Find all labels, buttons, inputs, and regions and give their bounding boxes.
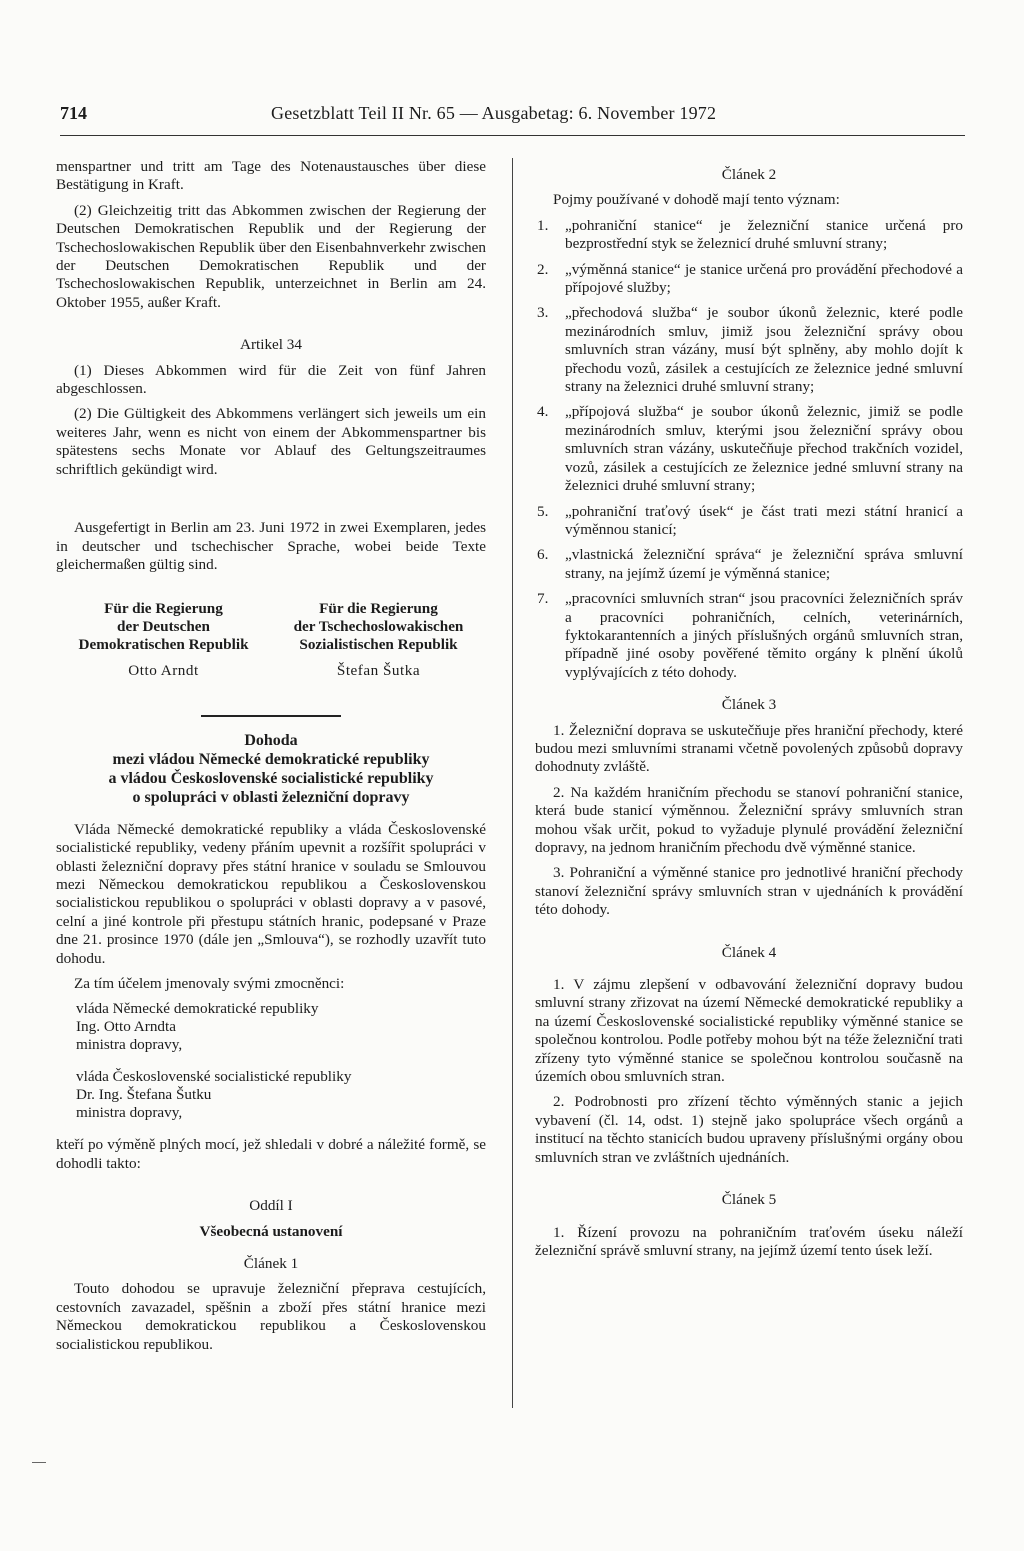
agreement-title-line: Dohoda	[244, 731, 298, 749]
agreement-title	[56, 731, 486, 807]
signature-left-line: Demokratischen Republik	[78, 636, 249, 654]
paragraph-continuation: menspartner und tritt am Tage des Notenaustausches über diese Bestätigung in Kraft.	[56, 158, 486, 194]
definition-item	[535, 590, 963, 682]
definition-item	[535, 304, 963, 396]
signatory-right: Štefan Šutka	[336, 662, 421, 680]
paragraph-article-1: Touto dohodou se upravuje železniční přeprava cestujících, cestovních zavazadel, spěšnin a zboží přes státní hranice mezi Německou demokratickou republikou a Československou socialistickou republikou.	[56, 1280, 486, 1353]
paragraph-art34-1: (1) Dieses Abkommen wird für die Zeit von fünf Jahren abgeschlossen.	[56, 361, 486, 398]
paragraph-art34-2: (2) Die Gültigkeit des Abkommens verlängert sich jeweils um ein weiteres Jahr, wenn es nicht von einem der Abkommenspartner bis spätestens sechs Monate vor Ablauf des Geltungszeitraumes schriftlich gekündigt wird.	[56, 405, 486, 478]
article-4-heading: Článek 4	[721, 943, 777, 961]
agreement-title-line: o spolupráci v oblasti železniční dopravy	[132, 788, 410, 806]
definition-number: 1.	[537, 216, 549, 234]
plenipotentiary-line: Ing. Otto Arndta	[76, 1018, 176, 1036]
article-3-heading: Článek 3	[721, 696, 777, 714]
agreement-title-line: a vládou Československé socialistické republiky	[108, 769, 434, 787]
definition-item	[535, 217, 963, 254]
signature-left-line: der Deutschen	[117, 618, 210, 636]
definition-text: „přechodová služba“ je soubor úkonů železnic, které podle mezinárodních smluv, jimiž jsou železniční správy obou smluvních stran vázány, musí být splněny, aby mohlo dojít k přechodu vozů, zásilek a cestujících ze železnice jedné smluvní strany na železnici druhé smluvní strany;	[565, 304, 963, 396]
left-column	[56, 158, 486, 1354]
plenipotentiary-1	[56, 1000, 486, 1054]
definition-item	[535, 503, 963, 540]
paragraph-zmocnenci: Za tím účelem jmenovaly svými zmocněnci:	[74, 974, 345, 992]
signature-block	[56, 600, 486, 654]
plenipotentiary-line: vláda Německé demokratické republiky	[76, 1000, 319, 1018]
definition-number: 7.	[537, 590, 549, 608]
paragraph-kteri: kteří po výměně plných mocí, jež shledali v dobré a náležité formě, se dohodli takto:	[56, 1136, 486, 1172]
article-2-intro: Pojmy používané v dohodě mají tento význam:	[553, 191, 840, 209]
definition-number: 4.	[537, 403, 549, 421]
scan-mark	[32, 1462, 46, 1463]
paragraph-art33-2: (2) Gleichzeitig tritt das Abkommen zwischen der Regierung der Deutschen Demokratischen Republik und der Regierung der Tschechoslowakischen Republik über den Eisenbahnverkehr zwischen der Deutschen Demokratischen Republik und der Tschechoslowakischen Republik, unterzeichnet in Berlin am 24. Oktober 1955, außer Kraft.	[56, 201, 486, 311]
article-2-heading: Článek 2	[721, 166, 777, 183]
signature-names	[56, 662, 486, 680]
signature-left-line: Für die Regierung	[104, 600, 223, 618]
definition-item	[535, 403, 963, 495]
definition-text: „přípojová služba“ je soubor úkonů železnic, jimiž se podle mezinárodních smluv, kterými jsou železniční správy obou smluvních stran vázány, uskutečňuje přechod trakčních vozidel, vozů, zásilek a cestujících ze železnice jedné smluvní strany na železnici druhé smluvní strany;	[565, 403, 963, 495]
plenipotentiary-line: Dr. Ing. Štefana Šutku	[76, 1086, 212, 1104]
paragraph-preamble: Vláda Německé demokratické republiky a vláda Československé socialistické republiky, vedeny přáním upevnit a rozšířit spolupráci v oblasti železniční dopravy přes státní hranice v souladu se Smlouvou mezi Německou demokratickou republikou a Československou socialistickou republikou o spolupráci v oblasti dopravy a v pasové, celní a jiné kontrole při přestupu státních hranic, podepsané v Praze dne 21. prosince 1970 (dále jen „Smlouva“), se rozhodly uzavřít tuto dohodu.	[56, 820, 486, 967]
signature-right-heading	[271, 600, 486, 654]
signature-right-line: Für die Regierung	[319, 600, 438, 618]
definition-text: „pohraniční stanice“ je železniční stanice určená pro bezprostřední styk se železnicí druhé smluvní strany;	[565, 216, 963, 253]
article-34-heading: Artikel 34	[239, 336, 302, 354]
page-header	[60, 103, 965, 131]
section-subtitle: Všeobecná ustanovení	[199, 1222, 343, 1240]
plenipotentiary-line: vláda Československé socialistické republiky	[76, 1068, 352, 1086]
paragraph-article-3-1: 1. Železniční doprava se uskutečňuje přes hraniční přechody, které budou mezi smluvními stranami včetně povolených způsobů dopravy dohodnuty zvláště.	[535, 721, 963, 776]
signature-right-line: Sozialistischen Republik	[299, 636, 458, 654]
definition-number: 3.	[537, 304, 549, 322]
signature-left-heading	[56, 600, 271, 654]
definition-text: „výměnná stanice“ je stanice určená pro provádění přechodové a přípojové služby;	[565, 260, 963, 297]
signatory-left: Otto Arndt	[128, 662, 199, 680]
definition-list	[535, 217, 963, 682]
definition-text: „vlastnická železniční správa“ je železniční správa smluvní strany, na jejímž území je výměnná stanice;	[565, 546, 963, 582]
definition-number: 5.	[537, 502, 549, 520]
agreement-title-line: mezi vládou Německé demokratické republiky	[112, 750, 430, 768]
paragraph-article-3-3: 3. Pohraniční a výměnné stanice pro jednotlivé hraniční přechody stanoví železniční správy smluvních stran v ujednáních k provádění této dohody.	[535, 864, 963, 919]
header-rule	[60, 135, 965, 136]
section-heading: Oddíl I	[249, 1197, 293, 1215]
separator-rule	[201, 715, 341, 717]
definition-text: „pohraniční traťový úsek“ je část trati mezi státní hranicí a výměnnou stanicí;	[565, 502, 963, 538]
right-column	[535, 158, 963, 1260]
signature-right-line: der Tschechoslowakischen	[293, 618, 464, 636]
paragraph-ausgefertigt: Ausgefertigt in Berlin am 23. Juni 1972 in zwei Exemplaren, jedes in deutscher und tschechischer Sprache, wobei beide Texte gleichermaßen gültig sind.	[56, 519, 486, 573]
plenipotentiary-line: ministra dopravy,	[76, 1104, 183, 1122]
definition-number: 6.	[537, 546, 549, 564]
running-title: Gesetzblatt Teil II Nr. 65 — Ausgabetag: 6. November 1972	[271, 103, 717, 123]
paragraph-article-4-2: 2. Podrobnosti pro zřízení těchto výměnných stanic a jejich vybavení (čl. 14, odst. 1) stejně jako spolupráce všech orgánů a institucí na těchto stanicích budou upraveny příslušnými orgány obou smluvních stran ve zvláštních ujednáních.	[535, 1093, 963, 1166]
paragraph-article-3-2: 2. Na každém hraničním přechodu se stanoví pohraniční stanice, která bude stanicí výměnnou. Železniční správy smluvních stran mohou však určit, pokud to vyžaduje plynulé provádění železniční dopravy, na jednom hraničním přechodu dvě výměnné stanice.	[535, 783, 963, 856]
plenipotentiary-line: ministra dopravy,	[76, 1036, 183, 1054]
column-divider	[512, 158, 513, 1408]
page-number: 714	[60, 103, 87, 123]
paragraph-article-5-1: 1. Řízení provozu na pohraničním traťovém úseku náleží železniční správě smluvní strany, na jejímž území tento úsek leží.	[535, 1223, 963, 1259]
definition-item	[535, 546, 963, 583]
paragraph-article-4-1: 1. V zájmu zlepšení v odbavování železniční dopravy budou smluvní strany zřizovat na území Německé demokratické republiky a na území Československé socialistické republiky výměnné stanice se společnou kontrolou. Podle potřeby mohou být na téže železniční trati zřízeny tyto výměnné stanice se společnou kontrolou současně na územích obou smluvních stran.	[535, 976, 963, 1086]
plenipotentiary-2	[56, 1068, 486, 1122]
article-1-heading: Článek 1	[243, 1255, 299, 1272]
article-5-heading: Článek 5	[721, 1191, 777, 1209]
definition-text: „pracovníci smluvních stran“ jsou pracovníci železničních správ a pracovníci pohraničních, celních, veterinárních, fyktokarantenních a jiných příslušných orgánů smluvních stran, případně jiné osoby pověřené těmito orgány k plnění úkolů vyplývajících z této dohody.	[565, 590, 963, 681]
definition-item	[535, 261, 963, 298]
definition-number: 2.	[537, 260, 549, 278]
